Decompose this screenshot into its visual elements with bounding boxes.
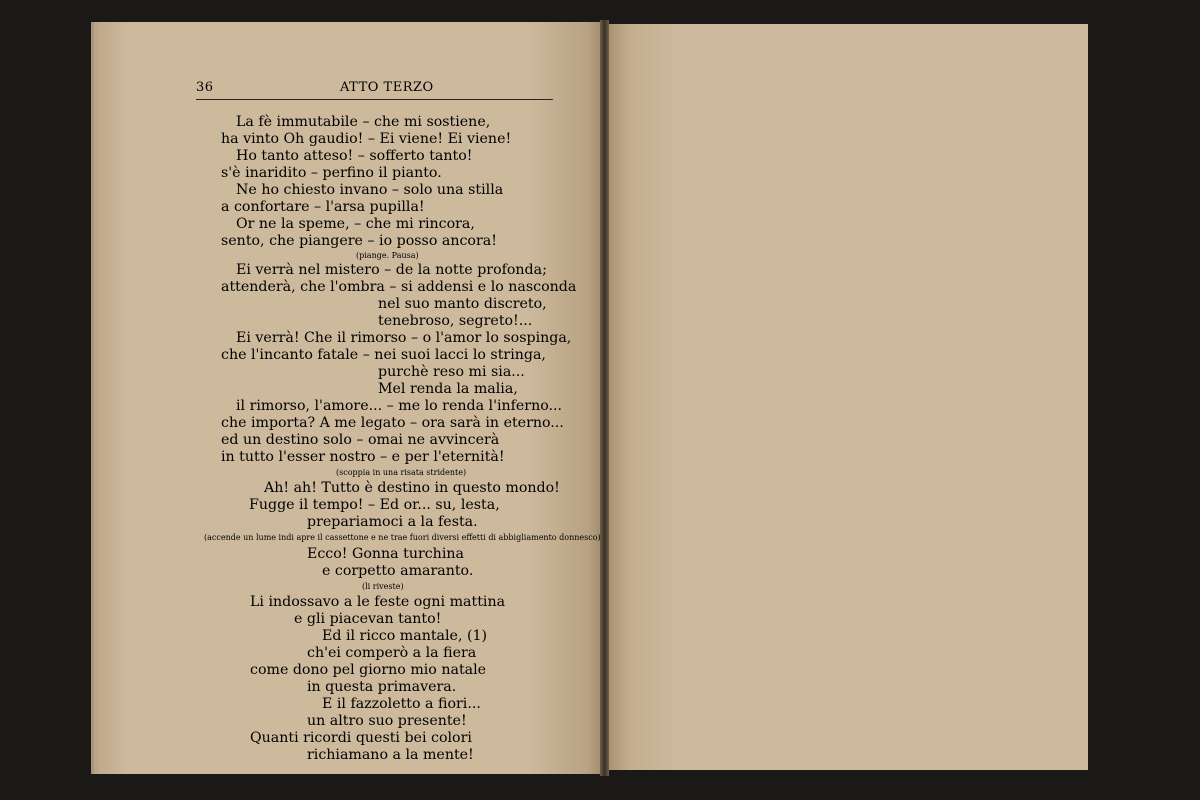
verse-line: nel suo manto discreto, — [378, 296, 547, 312]
verse-line: sento, che piangere – io posso ancora! — [221, 233, 497, 249]
verse-line: purchè reso mi sia... — [378, 364, 525, 380]
verse-line: prepariamoci a la festa. — [307, 514, 478, 530]
verse-line: richiamano a la mente! — [307, 747, 474, 763]
verse-line: attenderà, che l'ombra – si addensi e lo nasconda — [221, 279, 577, 295]
left-running-head: ATTO TERZO — [340, 80, 434, 95]
verse-line: che importa? A me legato – ora sarà in eterno... — [221, 415, 564, 431]
verse-line: Ne ho chiesto invano – solo una stilla — [236, 182, 504, 198]
verse-line: un altro suo presente! — [307, 713, 467, 729]
verse-line: Li indossavo a le feste ogni mattina — [250, 594, 506, 610]
verse-line: ha vinto Oh gaudio! – Ei viene! Ei viene! — [221, 131, 512, 147]
right-page — [606, 24, 1088, 770]
stage-direction: (piange. Pausa) — [356, 251, 419, 260]
verse-line: La fè immutabile – che mi sostiene, — [236, 114, 491, 130]
verse-line: e gli piacevan tanto! — [294, 611, 442, 627]
verse-line: in tutto l'esser nostro – e per l'eternità! — [221, 449, 505, 465]
verse-line: Ei verrà nel mistero – de la notte profonda; — [236, 262, 547, 278]
verse-line: Mel renda la malia, — [378, 381, 518, 397]
verse-line: tenebroso, segreto!... — [378, 313, 533, 329]
verse-line: E il fazzoletto a fiori... — [322, 696, 481, 712]
book-gutter — [600, 20, 609, 776]
verse-line: e corpetto amaranto. — [322, 563, 474, 579]
verse-line: Ho tanto atteso! – sofferto tanto! — [236, 148, 473, 164]
verse-line: Ed il ricco mantale, (1) — [322, 628, 488, 644]
verse-line: ed un destino solo – omai ne avvincerà — [221, 432, 500, 448]
verse-line: Ei verrà! Che il rimorso – o l'amor lo sospinga, — [236, 330, 572, 346]
stage-direction: (scoppia in una risata stridente) — [336, 468, 467, 477]
verse-line: che l'incanto fatale – nei suoi lacci lo stringa, — [221, 347, 546, 363]
verse-line: ch'ei comperò a la fiera — [307, 645, 477, 661]
stage-direction: (li riveste) — [362, 582, 404, 591]
verse-line: Quanti ricordi questi bei colori — [250, 730, 472, 746]
verse-line: Or ne la speme, – che mi rincora, — [236, 216, 475, 232]
left-page-number: 36 — [196, 80, 214, 95]
verse-line: a confortare – l'arsa pupilla! — [221, 199, 425, 215]
verse-line: Ecco! Gonna turchina — [307, 546, 464, 562]
verse-line: Fugge il tempo! – Ed or... su, lesta, — [249, 497, 500, 513]
left-header-rule — [196, 99, 553, 100]
verse-line: Ah! ah! Tutto è destino in questo mondo! — [264, 480, 560, 496]
verse-line: in questa primavera. — [307, 679, 457, 695]
verse-line: il rimorso, l'amore... – me lo renda l'inferno... — [236, 398, 563, 414]
verse-line: come dono pel giorno mio natale — [250, 662, 487, 678]
verse-line: s'è inaridito – perfino il pianto. — [221, 165, 442, 181]
stage-direction: (accende un lume indi apre il cassettone e ne trae fuori diversi effetti di abbigliamento donnesco) — [204, 533, 601, 542]
